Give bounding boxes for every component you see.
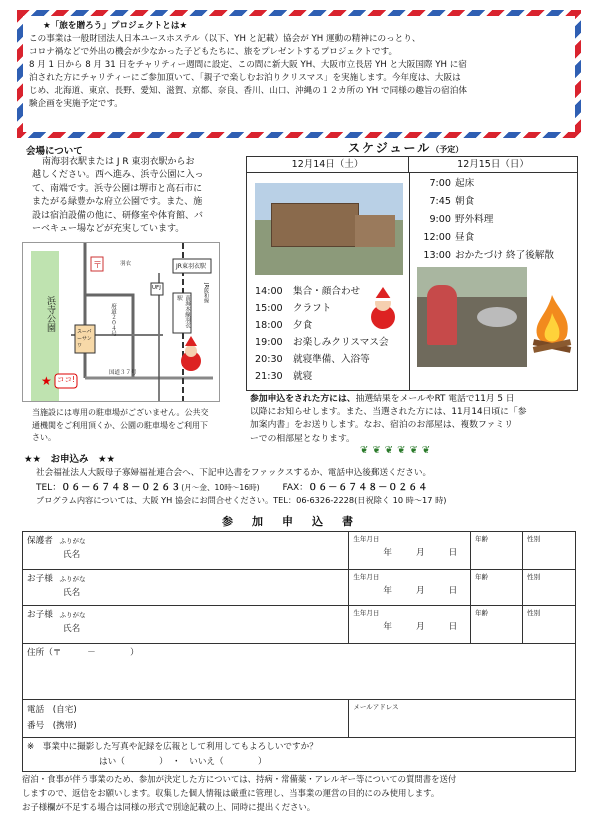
map-route1-label: 羽衣 bbox=[120, 261, 132, 267]
map-line-label: JR阪和線 bbox=[203, 283, 209, 303]
apply-line1: 社会福祉法人大阪母子寡婦福祉連合会へ、下記申込書をファックスするか、電話申込後郵送ください。 bbox=[36, 468, 432, 478]
birth-cell[interactable] bbox=[349, 606, 471, 644]
day2-item: 7:00 起床 bbox=[429, 178, 475, 189]
address-cell[interactable] bbox=[23, 644, 576, 700]
photo-consent-cell[interactable] bbox=[23, 738, 576, 772]
intro-box bbox=[17, 10, 581, 138]
map-road-label: 府道２０４号 bbox=[110, 303, 116, 336]
schedule-table bbox=[246, 156, 578, 391]
venue-description bbox=[32, 156, 242, 236]
furigana-label: ふりがな bbox=[59, 575, 86, 583]
form-title: 参 加 申 込 書 bbox=[222, 515, 357, 528]
address-label: 住所（〒 － ） bbox=[27, 648, 139, 658]
map-jr-label: JR東羽衣駅 bbox=[176, 263, 206, 270]
name-label: 氏名 bbox=[63, 550, 81, 560]
day2-item: 12:00 昼食 bbox=[423, 232, 475, 243]
venue-line: 越しください。西へ進み、浜寺公園に入っ bbox=[32, 170, 204, 181]
building-shape bbox=[271, 203, 359, 247]
footer-note bbox=[22, 772, 582, 814]
day1-item: 14:00 集合・顔合わせ bbox=[255, 286, 361, 297]
day2-header: 12月15日（日） bbox=[409, 157, 577, 173]
parking-note bbox=[32, 407, 242, 445]
birth-label: 生年月日 bbox=[353, 535, 380, 543]
day-label: 日 bbox=[448, 586, 458, 596]
year-label: 年 bbox=[383, 548, 392, 558]
building-wing bbox=[355, 215, 395, 247]
age-label: 年齢 bbox=[475, 535, 489, 543]
day1-item: 18:00 夕食 bbox=[255, 320, 313, 331]
child-label: お子様 bbox=[27, 610, 53, 620]
form-row-child bbox=[23, 606, 576, 644]
venue-line: またがる緑豊かな府立公園です。また、施 bbox=[32, 197, 203, 208]
notice-line bbox=[250, 393, 580, 406]
footer-line: 宿泊・食事が伴う事業のため、参加が決定した方については、持病・常備薬・アレルギー等についての質問書を送付 bbox=[22, 774, 457, 784]
map-ufj-label: UFJ bbox=[152, 285, 161, 291]
notice-bold: 参加申込をされた方には、 bbox=[250, 394, 356, 404]
day-divider bbox=[409, 173, 410, 390]
access-map bbox=[22, 242, 220, 402]
age-label: 年齢 bbox=[475, 609, 489, 617]
venue-heading: 会場について bbox=[26, 146, 83, 157]
schedule-heading bbox=[348, 139, 463, 156]
name-label: 氏名 bbox=[63, 624, 81, 634]
footer-line: お子様欄が不足する場合は同様の形式で別途記載の上、同時に提出ください。 bbox=[22, 802, 316, 812]
schedule-heading-note: （予定） bbox=[431, 145, 464, 154]
year-label: 年 bbox=[383, 586, 392, 596]
map-super-label: スーパーサンワ bbox=[77, 329, 92, 349]
apply-heading: ★★ お申込み ★★ bbox=[24, 454, 116, 465]
parking-note-line: 当施設には専用の駐車場がございません。公共交 bbox=[32, 408, 209, 417]
venue-line: 南海羽衣駅または J R 東羽衣駅からお bbox=[42, 157, 195, 167]
guardian-label: 保護者 bbox=[27, 536, 53, 546]
tel-hours: (月～金、10時～16時) bbox=[181, 483, 260, 492]
notice-line: 加案内書」をお送りします。なお、宿泊のお部屋は、複数ファミリ bbox=[250, 420, 514, 431]
age-label: 年齢 bbox=[475, 573, 489, 581]
parking-note-line: さい。 bbox=[32, 433, 56, 442]
birth-cell[interactable] bbox=[349, 570, 471, 606]
form-row-child bbox=[23, 570, 576, 606]
schedule-heading-text: スケジュール bbox=[348, 141, 432, 155]
form-row-phone bbox=[23, 700, 576, 738]
age-cell[interactable] bbox=[471, 532, 523, 570]
day1-item: 20:30 就寝準備、入浴等 bbox=[255, 354, 370, 365]
furigana-label: ふりがな bbox=[59, 611, 86, 619]
day-label: 日 bbox=[448, 548, 458, 558]
map-here-label: ココ! bbox=[57, 375, 76, 384]
photo-question: ※ 事業中に撮影した写真や記録を広報として利用してもよろしいですか？ bbox=[27, 742, 318, 752]
application-form bbox=[22, 531, 576, 772]
month-label: 月 bbox=[415, 548, 425, 558]
form-row-photo bbox=[23, 738, 576, 772]
day1-item: 19:00 お楽しみクリスマス会 bbox=[255, 337, 389, 348]
phone-home-label: 電話 (自宅) bbox=[27, 705, 77, 715]
email-cell[interactable] bbox=[349, 700, 576, 738]
map-nankai-label: 南海本線羽衣駅 bbox=[176, 295, 190, 328]
phone-mobile-label: 番号 (携帯) bbox=[27, 721, 77, 731]
sex-cell[interactable] bbox=[523, 532, 576, 570]
name-label: 氏名 bbox=[63, 588, 81, 598]
intro-line: 泊された方にチャリティーにご参加頂いて、「親子で楽しむお泊りクリスマス」を実施します。今年度は、大阪は bbox=[29, 73, 461, 83]
day1-item: 15:00 クラフト bbox=[255, 303, 332, 314]
birth-label: 生年月日 bbox=[353, 573, 380, 581]
photo-answer[interactable]: はい（ ） ・ いいえ（ ） bbox=[99, 757, 267, 767]
santa-icon bbox=[365, 287, 401, 331]
tel-label: TEL： bbox=[36, 483, 62, 493]
intro-line: 験企画を実施予定です。 bbox=[29, 99, 123, 109]
map-route37-label: 国道３７号 bbox=[109, 370, 137, 376]
fax-label: FAX： bbox=[282, 483, 309, 493]
svg-text:〒: 〒 bbox=[93, 261, 103, 271]
venue-line: 設は宿泊設備の他に、研修室や体育館、バ bbox=[32, 210, 204, 221]
tel-number: ０６－６７４８－０２６３ bbox=[61, 483, 182, 493]
intro-line: じめ、北海道、東京、長野、愛知、滋賀、京都、奈良、香川、山口、沖縄の１２カ所の YH で同様の趣旨の宿泊体 bbox=[29, 86, 467, 96]
map-park-label: 浜寺公園 bbox=[45, 296, 55, 332]
birth-label: 生年月日 bbox=[353, 609, 380, 617]
apply-contact bbox=[36, 480, 428, 493]
day2-item: 9:00 野外料理 bbox=[429, 214, 494, 225]
venue-line: て、南端です。浜寺公園は堺市と高石市に bbox=[32, 183, 203, 194]
sex-label: 性別 bbox=[527, 609, 541, 617]
day1-item: 21:30 就寝 bbox=[255, 371, 313, 382]
intro-line: この事業は一般財団法人日本ユースホステル（以下、YH と記載）協会が YH 運動の精神にのっとり、 bbox=[29, 34, 421, 44]
child-name-cell[interactable] bbox=[23, 570, 349, 606]
month-label: 月 bbox=[415, 586, 425, 596]
pot-shape bbox=[477, 307, 517, 327]
child-label: お子様 bbox=[27, 574, 53, 584]
furigana-label: ふりがな bbox=[59, 537, 86, 545]
notice-text: 抽選結果をメールやRT 電話で11月 5 日 bbox=[355, 394, 515, 404]
venue-line: ーベキュー場などが充実しています。 bbox=[32, 224, 185, 235]
intro-title: ★「旅を贈ろう」プロジェクトとは★ bbox=[43, 21, 188, 31]
campfire-icon bbox=[529, 291, 575, 357]
person-shape bbox=[427, 285, 457, 345]
guardian-name-cell[interactable] bbox=[23, 532, 349, 570]
form-row-address bbox=[23, 644, 576, 700]
day2-item: 7:45 朝食 bbox=[429, 196, 475, 207]
notice bbox=[250, 393, 580, 446]
day2-list bbox=[417, 175, 577, 265]
footer-line: しますので、返信をお願いします。収集した個人情報は厳重に管理し、当事業の運営の目的にのみ使用します。 bbox=[22, 788, 440, 798]
day-label: 日 bbox=[448, 622, 458, 632]
cooking-photo bbox=[417, 267, 527, 367]
notice-line: ーでの相部屋となります。 bbox=[250, 433, 355, 444]
day2-item: 13:00 おかたづけ 終了後解散 bbox=[423, 250, 554, 261]
email-label: メールアドレス bbox=[353, 703, 399, 711]
day1-header: 12月14日（土） bbox=[247, 157, 409, 173]
age-cell[interactable] bbox=[471, 570, 523, 606]
here-star-icon: ★ bbox=[41, 374, 52, 388]
sex-cell[interactable] bbox=[523, 606, 576, 644]
fax-number: ０６－６７４８－０２６４ bbox=[308, 483, 429, 493]
month-label: 月 bbox=[415, 622, 425, 632]
form-row-guardian bbox=[23, 532, 576, 570]
notice-line: 以降にお知らせします。また、当選された方には、11月14日頃に「参 bbox=[250, 407, 527, 418]
intro-line: コロナ禍などで外出の機会が少なかった子どもたちに、旅をプレゼントするプロジェクトです。 bbox=[29, 47, 398, 57]
sex-label: 性別 bbox=[527, 573, 541, 581]
intro-line: 8 月 1 日から 8 月 31 日をチャリティー週間に設定、この間に新大阪 YH、大阪市立長居 YH と大阪国際 YH に宿 bbox=[29, 60, 467, 70]
holly-decoration: ❦❦❦❦❦❦ bbox=[360, 445, 435, 456]
age-cell[interactable] bbox=[471, 606, 523, 644]
sex-label: 性別 bbox=[527, 535, 541, 543]
birth-cell[interactable] bbox=[349, 532, 471, 570]
child-name-cell[interactable] bbox=[23, 606, 349, 644]
year-label: 年 bbox=[383, 622, 392, 632]
program-line: プログラム内容については、大阪 YH 協会にお問合せください。TEL：06-6326-2228(日祝除く 10 時～17 時) bbox=[36, 495, 447, 505]
building-photo bbox=[255, 183, 403, 275]
phone-cell[interactable] bbox=[23, 700, 349, 738]
parking-note-line: 通機関をご利用頂くか、公園の駐車場をご利用下 bbox=[32, 420, 208, 430]
sex-cell[interactable] bbox=[523, 570, 576, 606]
